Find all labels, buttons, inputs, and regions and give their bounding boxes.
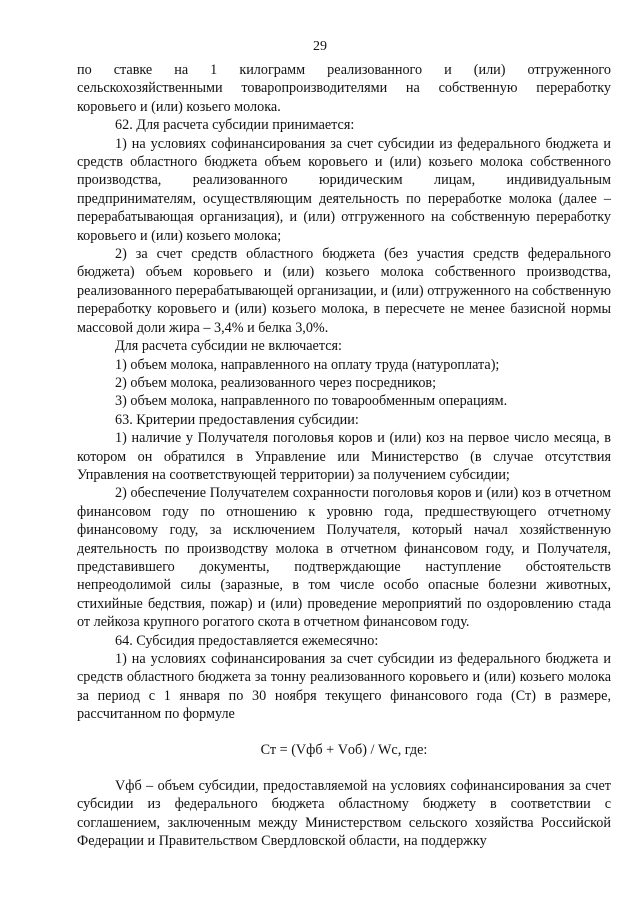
paragraph-62-item-2: 2) за счет средств областного бюджета (без участия средств федерального бюджета) объем коровьего и (или) козьего молока собственного производства, реализованного перерабатывающей организации, и (или) отгруженного на собственную переработку коровьего и (или) козьего молока, в пересчете не менее базисной нормы массовой доли жира – 3,4% и белка 3,0%. bbox=[77, 246, 611, 336]
paragraph-exclusion-3: 3) объем молока, направленного по товарообменным операциям. bbox=[115, 393, 508, 410]
paragraph-64-heading: 64. Субсидия предоставляется ежемесячно: bbox=[115, 632, 379, 649]
paragraph-exclusions-heading: Для расчета субсидии не включается: bbox=[115, 338, 342, 355]
paragraph-62-item-1: 1) на условиях софинансирования за счет субсидии из федерального бюджета и средств областного бюджета объем коровьего и (или) козьего молока собственного производства, реализованного юридическим лицам, индивидуальным предпринимателям, осуществляющим деятельность по переработке молока (далее – перерабатывающая организация), и (или) отгруженного на собственную переработку коровьего и (или) козьего молока; bbox=[77, 135, 611, 244]
paragraph-exclusion-1: 1) объем молока, направленного на оплату труда (натуроплата); bbox=[115, 356, 500, 373]
paragraph-formula-definition: Vфб – объем субсидии, предоставляемой на условиях софинансирования за счет субсидии из федерального бюджета областному бюджету в соответствии с соглашением, заключенным между Министерством сельского хозяйства Российской Федерации и Правительством Свердловской области, на поддержку bbox=[77, 778, 611, 850]
paragraph-63-heading: 63. Критерии предоставления субсидии: bbox=[115, 411, 359, 428]
paragraph-63-item-1: 1) наличие у Получателя поголовья коров и (или) коз на первое число месяца, в котором он обратился в Управление или Министерство (в случае отсутствия Управления на соответствующей территории) за получением субсидии; bbox=[77, 430, 611, 483]
page-number: 29 bbox=[313, 39, 327, 54]
document-body bbox=[77, 61, 611, 851]
paragraph-exclusion-2: 2) объем молока, реализованного через посредников; bbox=[115, 374, 437, 391]
paragraph-continuation: по ставке на 1 килограмм реализованного и (или) отгруженного сельскохозяйственными товаропроизводителями на собственную переработку коровьего и (или) козьего молока. bbox=[77, 62, 611, 115]
paragraph-63-item-2: 2) обеспечение Получателем сохранности поголовья коров и (или) коз в отчетном финансовом году по отношению к уровню года, предшествующего отчетному финансовому году, за исключением Получателя, который начал хозяйственную деятельность по производству молока в отчетном финансовом году, и Получателя, представившего документы, подтверждающие наступление обстоятельств непреодолимой силы (заразные, в том числе особо опасные болезни животных, стихийные бедствия, пожар) и (или) проведение мероприятий по оздоровлению стада от лейкоза крупного рогатого скота в отчетном финансовом году. bbox=[77, 485, 611, 631]
formula: Ст = (Vфб + Vоб) / Wс, где: bbox=[260, 741, 428, 758]
paragraph-64-item-1: 1) на условиях софинансирования за счет субсидии из федерального бюджета и средств областного бюджета за тонну реализованного коровьего и (или) козьего молока за период с 1 января по 30 ноября текущего финансового года (Ст) в размере, рассчитанном по формуле bbox=[77, 651, 611, 723]
paragraph-62-heading: 62. Для расчета субсидии принимается: bbox=[115, 117, 355, 134]
